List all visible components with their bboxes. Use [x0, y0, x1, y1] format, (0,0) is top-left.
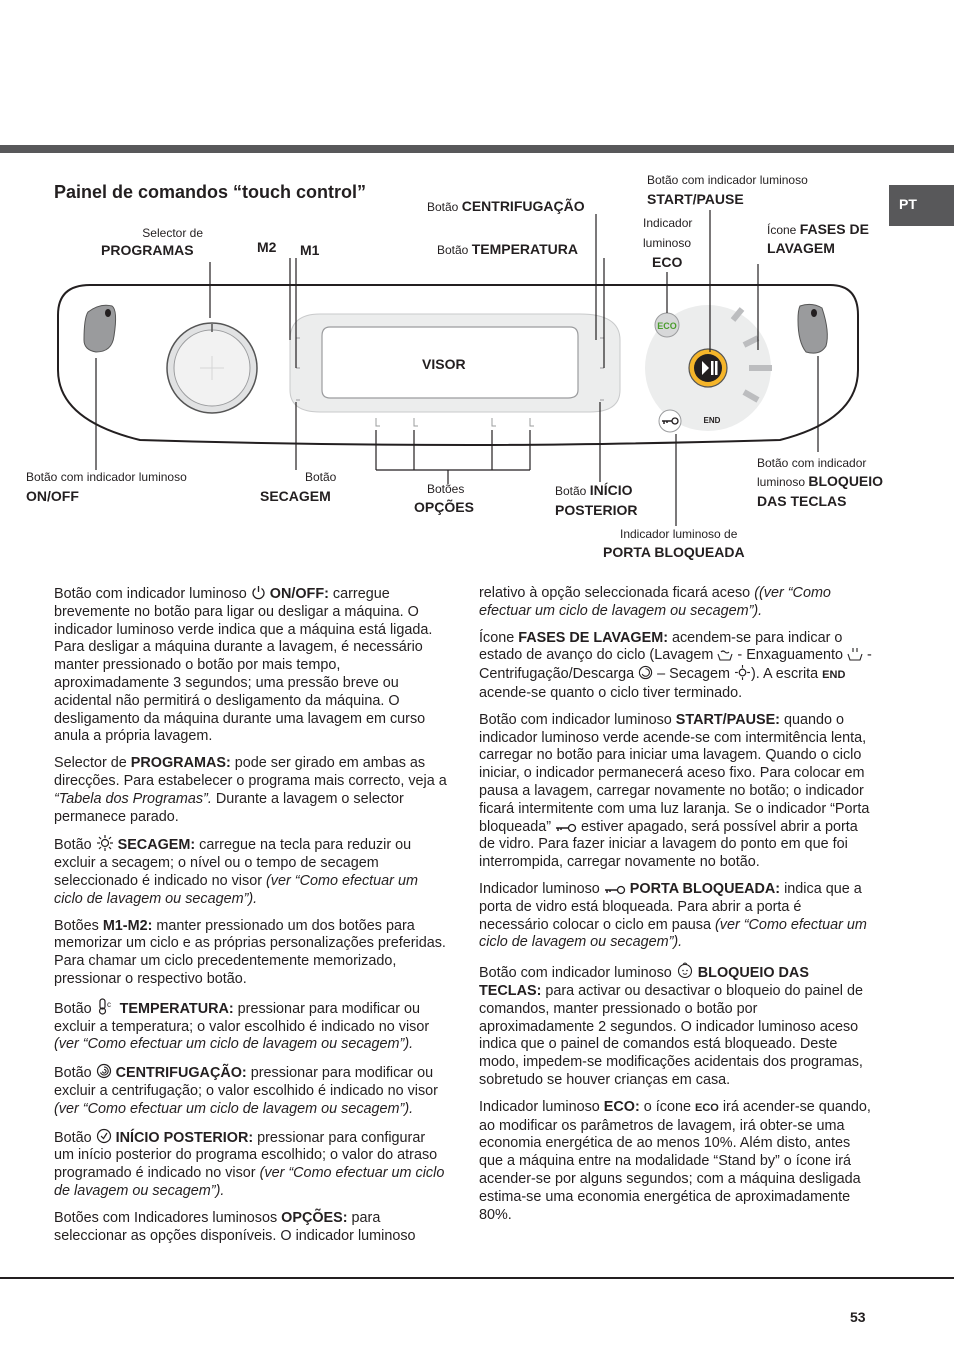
door-lock-icon [555, 823, 577, 833]
para-bloqueio: Botão com indicador luminoso BLOQUEIO DAS TECLAS: para activar ou desactivar o bloqueio do painel de comandos, manter pressionado o botão por aproximadamente 2 segundos. O indicador luminoso aceso indica que o painel de comandos está bloqueado. Deste modo, impedem-se modificações acidentais dos programas, sobretudo se houver crianças em casa. [479, 961, 872, 1090]
label-fases2: LAVAGEM [767, 240, 835, 256]
label-bloqueio1: luminoso BLOQUEIO [757, 473, 884, 489]
power-icon [251, 585, 266, 600]
right-column [479, 585, 872, 1233]
para-eco: Indicador luminoso ECO: o ícone ECO irá acender-se quando, ao modificar os parâmetros de lavagem, irá obter-se uma economia energética de ao menos 10%. Além disto, antes que a máquina entre na modalidade “Stand by” o ícone irá acender-se por alguns segundos; com a máquina desligada estima-se uma economia energética de aproximadamente 80%. [479, 1098, 871, 1223]
left-column [54, 585, 447, 1254]
svg-text:ECO: ECO [657, 321, 677, 331]
label-eco-small1: Indicador [643, 216, 693, 230]
end-tag: END [822, 669, 846, 682]
child-lock-icon [676, 961, 694, 979]
label-eco: ECO [652, 254, 683, 270]
label-visor: VISOR [422, 356, 466, 372]
label-startpause-small: Botão com indicador luminoso [647, 173, 808, 187]
para-secagem: Botão SECAGEM: carregue na tecla para reduzir ou excluir a secagem; o nível ou o tempo de secagem seleccionado é indicado no visor (ver “Como efectuar um ciclo de lavagem ou secagem”). [54, 837, 418, 907]
para-opcoes-cont: relativo à opção seleccionada ficará aceso ((ver “Como efectuar um ciclo de lavagem ou secagem”). [479, 585, 831, 619]
label-startpause: START/PAUSE [647, 191, 744, 207]
eco-indicator [655, 313, 679, 337]
drying-icon [96, 835, 114, 851]
spin-icon [96, 1063, 112, 1079]
para-onoff: Botão com indicador luminoso ON/OFF: carregue brevemente no botão para ligar ou desligar a máquina. O indicador luminoso verde indica que a máquina está ligada. Para desligar a máquina durante a lavagem, é necessário manter pressionado o botão por mais tempo, aproximadamente 3 segundos; uma pressão breve ou acidental não permitirá o desligamento da máquina. O desligamento da máquina durante uma lavagem em curso anula a própria lavagem. [54, 586, 433, 745]
para-opcoes: Botões com Indicadores luminosos OPÇÕES: para seleccionar as opções disponíveis. O indicador luminoso [54, 1209, 416, 1244]
para-temperatura: Botão c TEMPERATURA: pressionar para modificar ou excluir a temperatura; o valor escolhido é indicado no visor (ver “Como efectuar um ciclo de lavagem ou secagem”). [54, 999, 430, 1053]
footer-rule [0, 1277, 954, 1279]
door-locked-indicator [659, 410, 681, 432]
label-inicio1: Botão INÍCIO [555, 482, 633, 498]
label-m1: M1 [300, 242, 320, 258]
language-tab: PT [889, 185, 954, 226]
key-lock-button [798, 304, 827, 353]
para-programas: Selector de PROGRAMAS: pode ser girado em ambas as direcções. Para estabelecer o programa mais correcto, veja a “Tabela dos Programas”. Durante a lavagem o selector permanece parado. [54, 755, 447, 825]
para-fases: Ícone FASES DE LAVAGEM: acendem-se para indicar o estado de avanço do ciclo (Lavagem - Enxaguamento - Centrifugação/Descarga – Secagem ). A escrita END acende-se quanto o ciclo tiver terminado. [479, 629, 872, 701]
onoff-button [84, 305, 116, 352]
spin-drain-icon [638, 665, 653, 680]
door-lock-icon [604, 885, 626, 895]
label-m2: M2 [257, 239, 277, 255]
label-opcoes: OPÇÕES [414, 499, 474, 515]
rinse-icon [847, 647, 863, 661]
para-inicio: Botão INÍCIO POSTERIOR: pressionar para configurar um início posterior do programa escolhido; o valor do atraso programado é indicado no visor (ver “Como efectuar um ciclo de lavagem ou secagem”). [54, 1129, 445, 1199]
label-secagem: SECAGEM [260, 488, 331, 504]
dry-phase-icon [734, 665, 751, 680]
label-temperatura: Botão TEMPERATURA [437, 241, 578, 257]
wash-icon [717, 647, 733, 661]
page-title: Painel de comandos “touch control” [54, 182, 367, 202]
label-inicio2: POSTERIOR [555, 502, 638, 518]
program-selector-knob [167, 323, 257, 413]
label-opcoes-small: Botões [427, 482, 465, 496]
page-number: 53 [850, 1309, 866, 1325]
temperature-icon [96, 998, 116, 1015]
para-startpause: Botão com indicador luminoso START/PAUSE: quando o indicador luminoso verde acende-se com intermitência lenta, carregar no botão para iniciar uma lavagem. Quando o ciclo iniciar, o indicador permanecerá aceso fixo. Para colocar em pausa a lavagem, carregar novamente no botão; o indicador ficará intermitente com uma luz laranja. Se o indicador “Porta bloqueada” estiver apagado, será possível abrir a porta de vidro. Para fazer iniciar a lavagem do ponto em que foi interrompida, carregar novamente no botão. [479, 711, 870, 871]
end-indicator: END [703, 416, 721, 425]
label-porta: PORTA BLOQUEADA [603, 544, 745, 560]
label-eco-small2: luminoso [643, 236, 692, 250]
svg-text:c: c [106, 999, 111, 1009]
label-centrifugacao: Botão CENTRIFUGAÇÃO [427, 198, 585, 214]
label-porta-small: Indicador luminoso de [620, 527, 738, 541]
label-programas: PROGRAMAS [101, 242, 194, 258]
label-selector: Selector de [142, 226, 203, 240]
label-onoff: ON/OFF [26, 488, 79, 504]
label-onoff-small: Botão com indicador luminoso [26, 470, 187, 484]
label-bloqueio2: DAS TECLAS [757, 493, 847, 509]
start-pause-button [689, 349, 727, 387]
label-secagem-small: Botão [305, 470, 337, 484]
para-m1m2: Botões M1-M2: manter pressionado um dos botões para memorizar um ciclo e as próprias personalizações preferidas. Para chamar um ciclo precedentemente memorizado, pressionar o respectivo botão. [54, 917, 446, 987]
label-fases1: Ícone FASES DE [767, 221, 869, 237]
label-bloqueio-small1: Botão com indicador [757, 456, 867, 470]
eco-tag: ECO [694, 1101, 719, 1114]
delay-timer-icon [96, 1128, 112, 1144]
para-centrifugacao: Botão CENTRIFUGAÇÃO: pressionar para modificar ou excluir a centrifugação; o valor escolhido é indicado no visor (ver “Como efectuar um ciclo de lavagem ou secagem”). [54, 1065, 438, 1117]
para-porta: Indicador luminoso PORTA BLOQUEADA: indica que a porta de vidro está bloqueada. Para abrir a porta é necessário colocar o ciclo em pausa (ver “Como efectuar um ciclo de lavagem ou secagem”). [479, 880, 867, 951]
